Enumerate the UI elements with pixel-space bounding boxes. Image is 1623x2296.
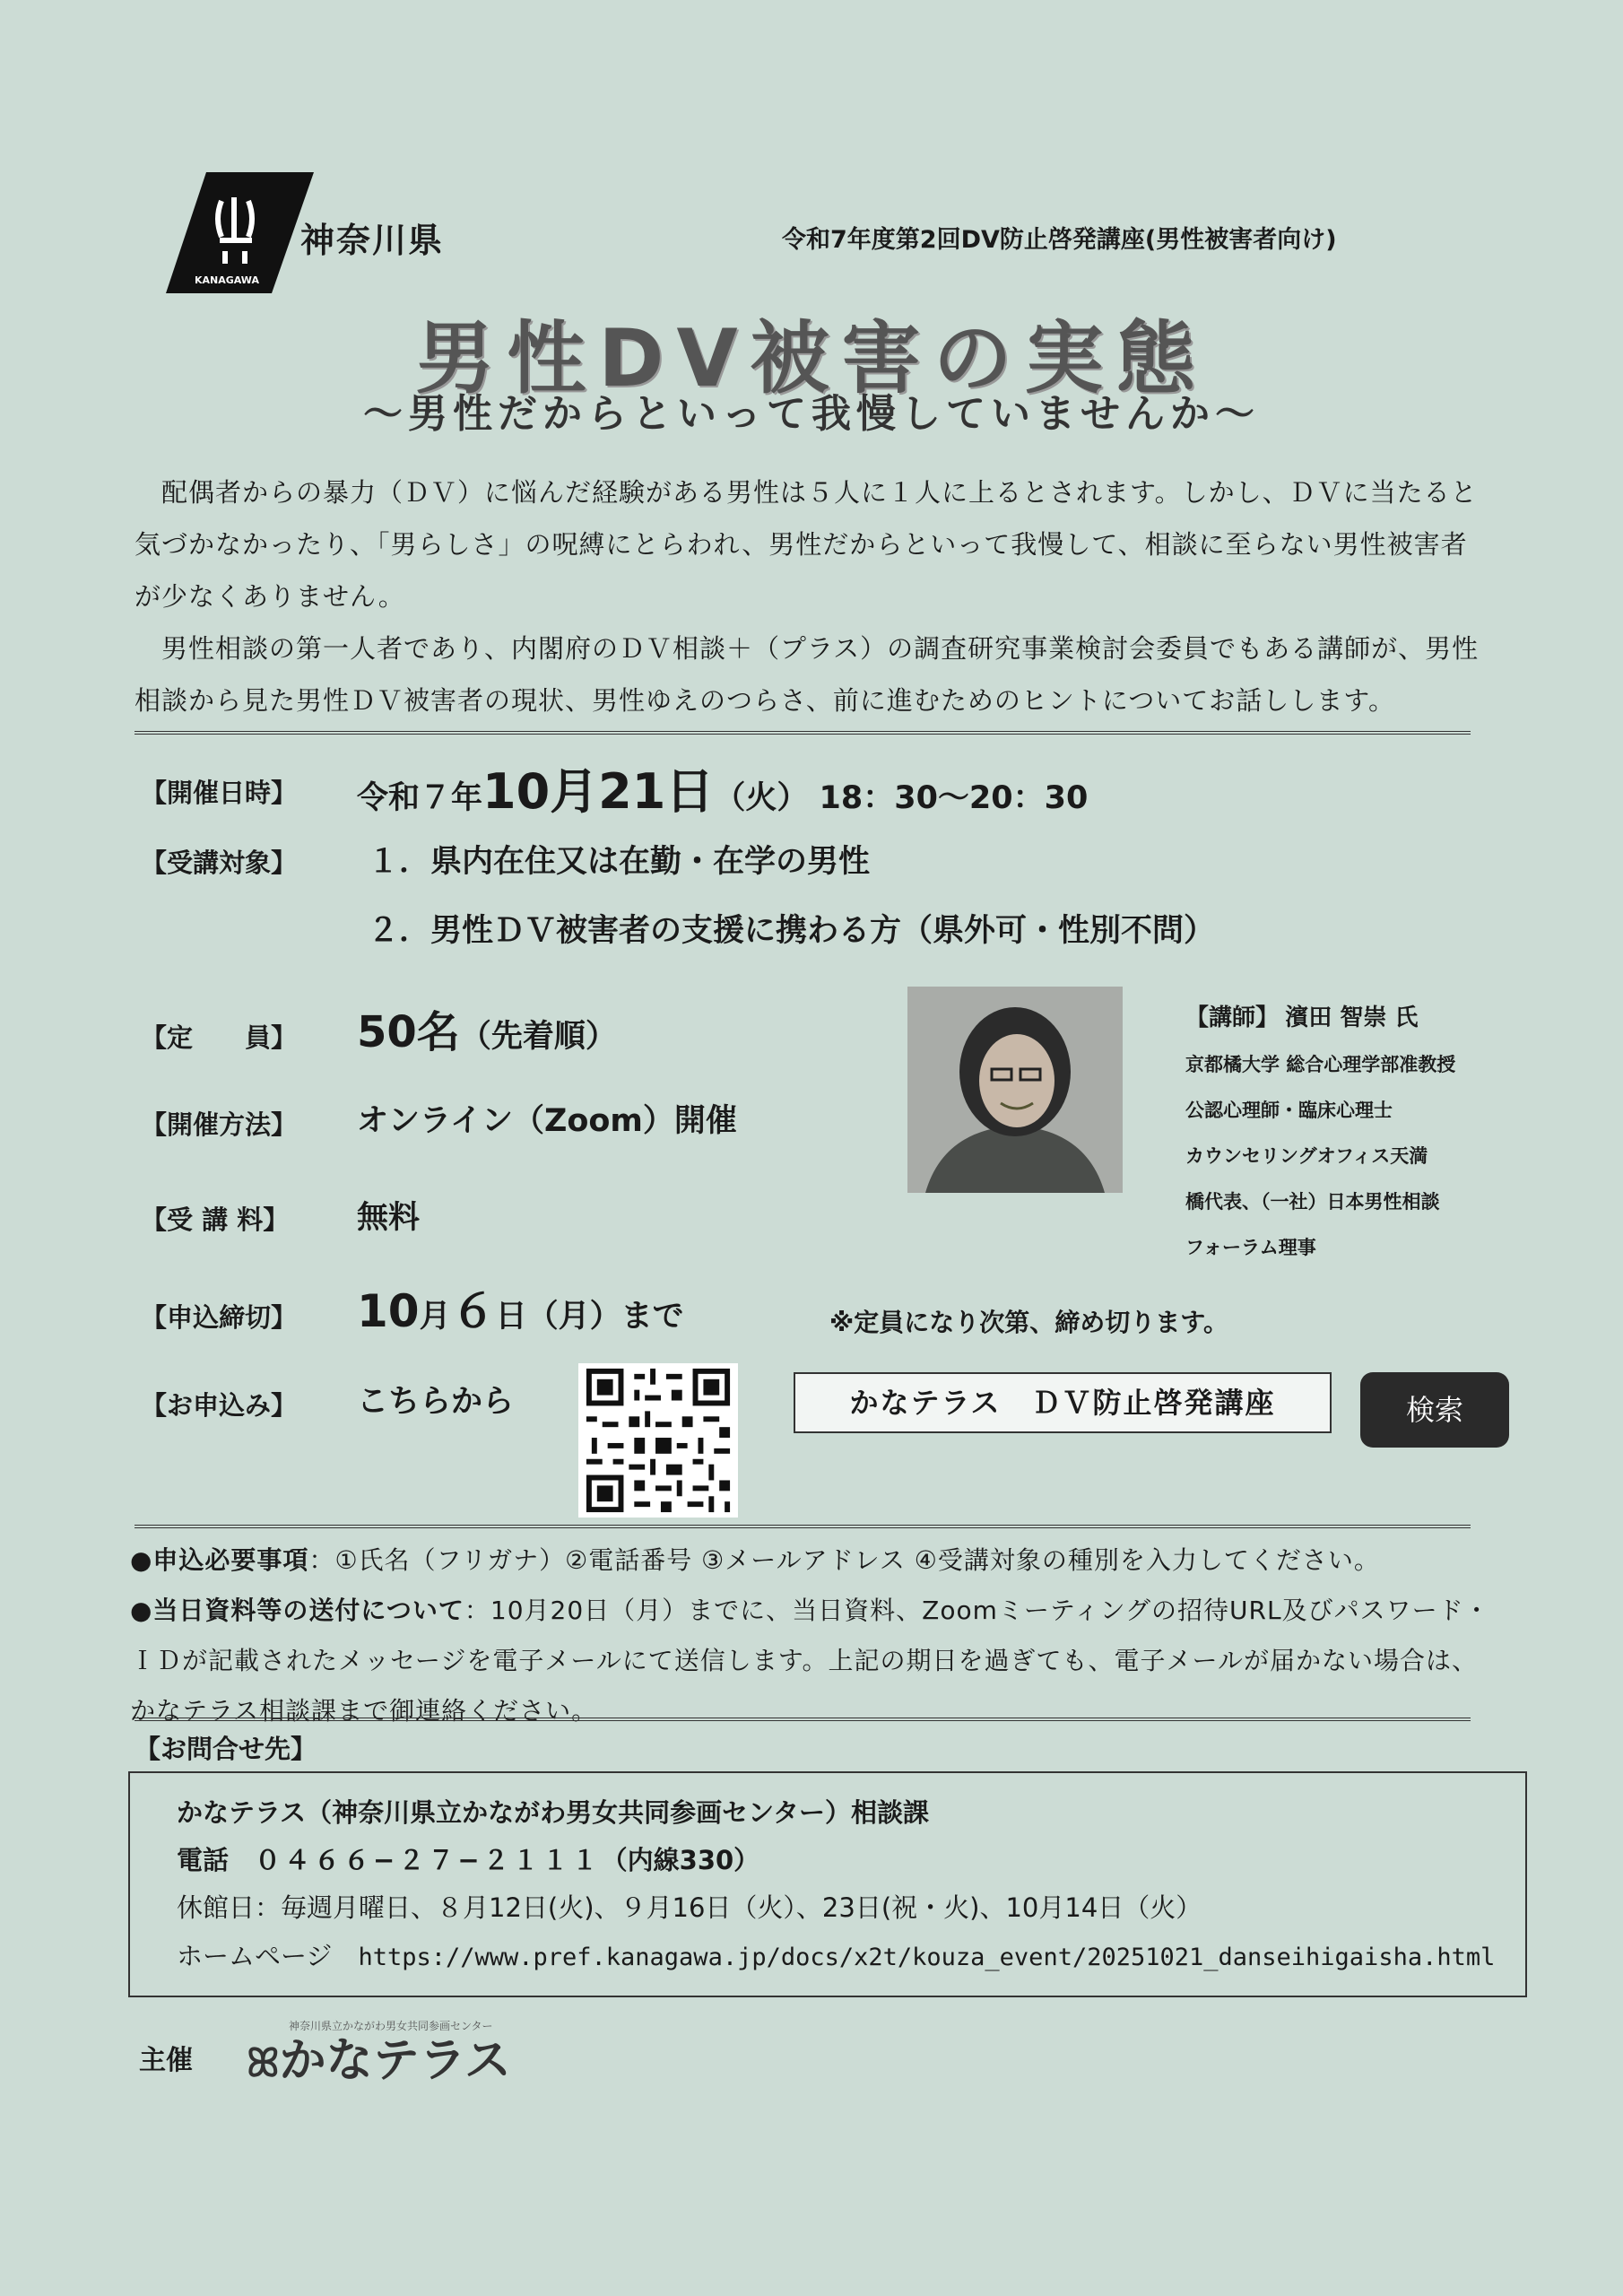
apply-value: こちらから: [357, 1384, 515, 1420]
deadline-value: [357, 1275, 684, 1340]
search-text-box: かなテラス ＤＶ防止啓発講座: [794, 1372, 1332, 1433]
deadline-label: 【申込締切】: [141, 1302, 298, 1333]
lecturer-info: [1185, 996, 1508, 1271]
lecturer-line: 京都橘大学 総合心理学部准教授: [1185, 1054, 1456, 1075]
prefecture-name: 神奈川県: [300, 221, 445, 260]
note-heading: ●申込必要事項: [130, 1545, 309, 1575]
date-label: 【開催日時】: [141, 778, 298, 808]
contact-box: [128, 1771, 1527, 1997]
page-subtitle: 〜男性だからといって我慢していませんか〜: [363, 391, 1260, 437]
note-heading: ●当日資料等の送付について: [130, 1596, 464, 1625]
date-time: 18：30〜20：30: [819, 780, 1089, 816]
lecturer-line: カウンセリングオフィス天満: [1185, 1145, 1428, 1167]
intro-paragraph: 男性相談の第一人者であり、内閣府のＤＶ相談＋（プラス）の調査研究事業検討会委員でもある講師が、男性相談から見た男性ＤＶ被害者の現状、男性ゆえのつらさ、前に進むためのヒントについてお話しします。: [135, 633, 1480, 716]
intro-paragraph: 配偶者からの暴力（ＤＶ）に悩んだ経験がある男性は５人に１人に上るとされます。しかし、ＤＶに当たると気づかなかったり、「男らしさ」の呪縛にとらわれ、男性だからといって我慢して、相談に至らない男性被害者が少なくありません。: [135, 477, 1478, 612]
tel-number: ０４６６−２７−２１１１: [255, 1845, 602, 1875]
kanagawa-emblem-icon: [166, 172, 314, 293]
capacity-note: （先着順）: [459, 1019, 617, 1055]
contact-tel-row: [177, 1840, 759, 1877]
closed-days: 休館日：毎週月曜日、８月12日(火)、９月16日（火）、23日(祝・火)、10月14日（火）: [177, 1892, 1202, 1923]
qr-code-icon[interactable]: [578, 1363, 738, 1518]
homepage-url[interactable]: https://www.pref.kanagawa.jp/docs/x2t/kouza_event/20251021_danseihigaisha.html: [358, 1944, 1496, 1971]
target-item-1: １．県内在住又は在勤・在学の男性: [368, 844, 871, 880]
deadline-month-unit: 月: [419, 1299, 451, 1335]
deadline-weekday: （月）: [526, 1299, 621, 1335]
divider: [135, 1718, 1471, 1721]
divider: [135, 731, 1471, 735]
contact-heading: 【お問合せ先】: [135, 1734, 317, 1764]
lecturer-heading: [1185, 996, 1508, 1042]
host-label: 主催: [139, 2045, 193, 2076]
fee-label: 【受 講 料】: [141, 1205, 290, 1235]
method-value: オンライン（Zoom）開催: [357, 1103, 737, 1139]
lecturer-line: フォーラム理事: [1185, 1237, 1316, 1258]
lecturer-name: 濱田 智崇 氏: [1285, 1004, 1419, 1031]
deadline-suffix: まで: [621, 1299, 684, 1335]
fee-value: 無料: [357, 1200, 421, 1236]
target-label: 【受講対象】: [141, 848, 298, 878]
capacity-value: [357, 997, 617, 1059]
date-era: 令和７年: [357, 780, 483, 816]
host-logo-text: かなテラス: [279, 2034, 512, 2088]
date-month-day: 10月21日: [482, 763, 715, 820]
note-body: ：10月20日（月）までに、当日資料、Zoomミーティングの招待URL及びパスワード・ＩＤが記載されたメッセージを電子メールにて送信します。上記の期日を過ぎても、電子メールが届かない場合は、かなテラス相談課まで御連絡ください。: [130, 1596, 1490, 1726]
deadline-month: 10: [357, 1285, 420, 1337]
tel-label: 電話: [177, 1845, 230, 1875]
emblem-text: KANAGAWA: [195, 274, 259, 286]
date-weekday: （火）: [714, 780, 809, 816]
notes-section: [130, 1535, 1502, 1736]
deadline-note: ※定員になり次第、締め切ります。: [829, 1308, 1228, 1337]
note-body: ：①氏名（フリガナ）②電話番号 ③メールアドレス ④受講対象の種別を入力してください。: [308, 1545, 1380, 1575]
kanaterasu-logo-icon: ꕤかなテラス: [247, 2034, 512, 2088]
target-item-2: ２．男性ＤＶ被害者の支援に携わる方（県外可・性別不問）: [368, 913, 1216, 949]
tel-extension: （内線330）: [601, 1845, 760, 1875]
lecturer-line: 公認心理師・臨床心理士: [1185, 1100, 1393, 1121]
lecturer-title-label: 【講師】: [1185, 1004, 1280, 1031]
homepage-row: [177, 1936, 1495, 1973]
deadline-day-unit: 日: [495, 1299, 527, 1335]
homepage-label: ホームページ: [177, 1941, 333, 1971]
note-item: [130, 1535, 1502, 1586]
lecturer-photo: [907, 987, 1123, 1193]
lecturer-line: 橋代表、（一社）日本男性相談: [1185, 1191, 1440, 1213]
deadline-day: ６: [450, 1285, 496, 1337]
divider: [135, 1525, 1471, 1528]
series-title: 令和7年度第2回DV防止啓発講座(男性被害者向け): [782, 226, 1337, 254]
page-title: 男性DV被害の実態: [415, 312, 1208, 404]
capacity-number: 50名: [357, 1007, 460, 1057]
capacity-label: 【定 員】: [141, 1022, 298, 1053]
intro-text: [135, 466, 1488, 726]
contact-org: かなテラス（神奈川県立かながわ男女共同参画センター）相談課: [177, 1797, 929, 1828]
date-value: [357, 753, 1088, 822]
method-label: 【開催方法】: [141, 1109, 298, 1140]
apply-label: 【お申込み】: [141, 1390, 298, 1421]
host-logo-subtext: 神奈川県立かながわ男女共同参画センター: [289, 2020, 493, 2032]
note-item: [130, 1586, 1502, 1736]
lecturer-photo-drawing: [907, 987, 1123, 1193]
search-button[interactable]: 検索: [1360, 1372, 1509, 1448]
